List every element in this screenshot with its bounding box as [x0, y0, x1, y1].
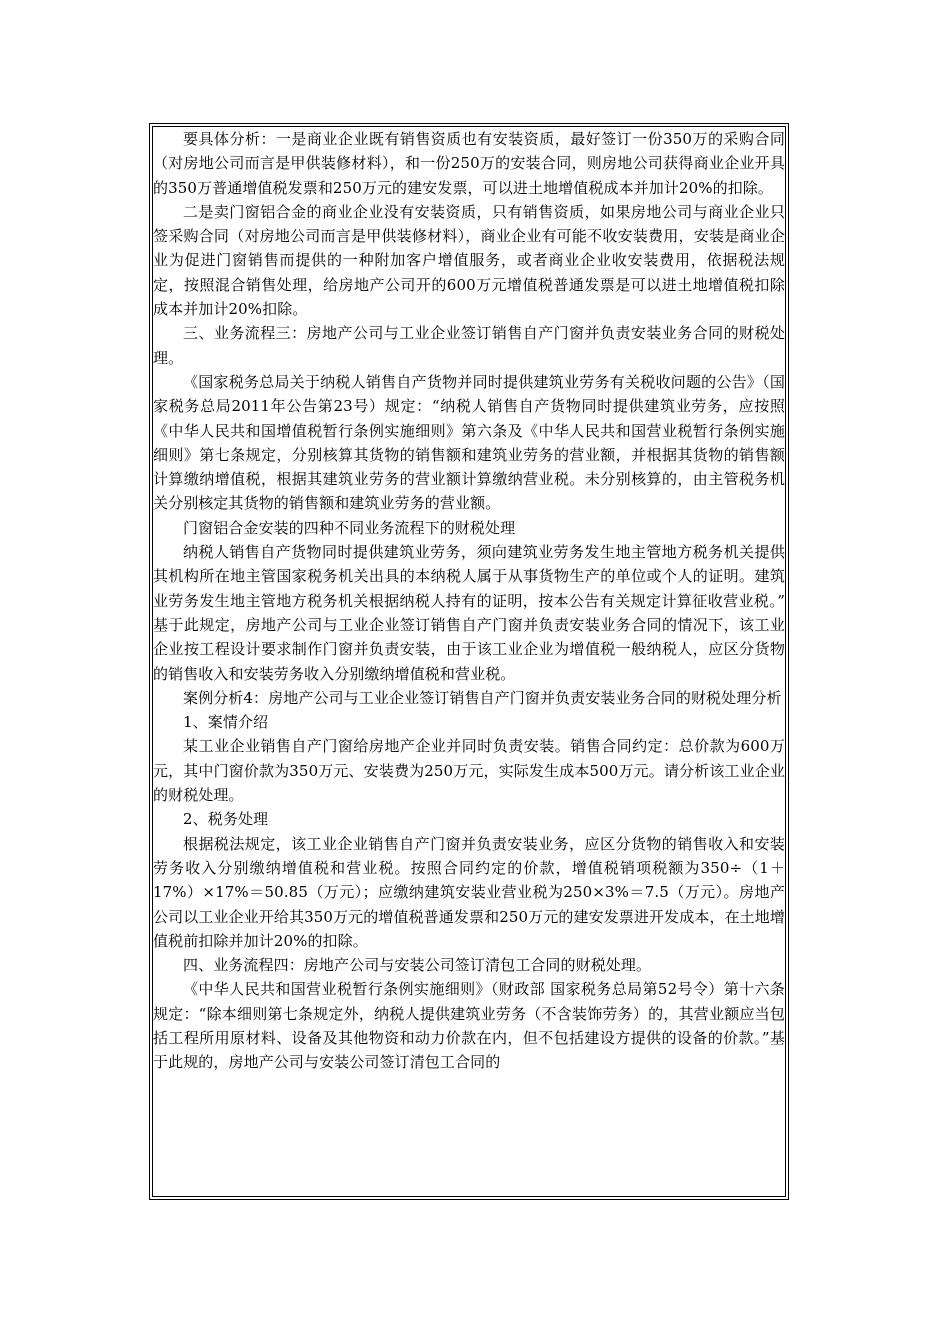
paragraph: 《中华人民共和国营业税暂行条例实施细则》（财政部 国家税务总局第52号令）第十六条规定：“除本细则第七条规定外，纳税人提供建筑业劳务（不含装饰劳务）的，其营业额应当包括工程所用原材料、设备及其他物资和动力价款在内，但不包括建设方提供的设备的价款。”基于此规的，房地产公司与安装公司签订清包工合同的 — [153, 980, 785, 1072]
paragraph: 纳税人销售自产货物同时提供建筑业劳务，须向建筑业劳务发生地主管地方税务机关提供其机构所在地主管国家税务机关出具的本纳税人属于从事货物生产的单位或个人的证明。建筑业劳务发生地主管地方税务机关根据纳税人持有的证明，按本公告有关规定计算征收营业税。” 基于此规定，房地产公司与工业企业签订销售自产门窗并负责安装业务合同的情况下，该工业企业按工程设计要求制作门窗并负责安装，由于该工业企业为增值税一般纳税人，应区分货物的销售收入和安装劳务收入分别缴纳增值税和营业税。 — [153, 543, 785, 683]
case-heading: 案例分析4：房地产公司与工业企业签订销售自产门窗并负责安装业务合同的财税处理分析 — [183, 688, 782, 707]
paragraph: 某工业企业销售自产门窗给房地产企业并同时负责安装。销售合同约定：总价款为600万元，其中门窗价款为350万元、安装费为250万元，实际发生成本500万元。请分析该工业企业的财税处理。 — [153, 737, 785, 805]
section-heading: 四、业务流程四：房地产公司与安装公司签订清包工合同的财税处理。 — [183, 956, 652, 975]
paragraph: 根据税法规定，该工业企业销售自产门窗并负责安装业务，应区分货物的销售收入和安装劳务收入分别缴纳增值税和营业税。按照合同约定的价款，增值税销项税额为350÷（1＋17%）×17%＝50.85（万元）；应缴纳建筑安装业营业税为250×3%＝7.5（万元）。房地产公司以工业企业开给其350万元的增值税普通发票和250万元的建安发票进开发成本，在土地增值税前扣除并加计20%的扣除。 — [153, 834, 785, 950]
subheading: 1、案情介绍 — [183, 713, 269, 732]
section-heading: 三、业务流程三：房地产公司与工业企业签订销售自产门窗并负责安装业务合同的财税处理。 — [153, 324, 785, 367]
document-body — [153, 127, 786, 1075]
table-cell — [152, 126, 786, 1197]
paragraph: 二是卖门窗铝合金的商业企业没有安装资质，只有销售资质，如果房地公司与商业企业只签采购合同（对房地公司而言是甲供装修材料），商业企业有可能不收安装费用，安装是商业企业为促进门窗销售而提供的一种附加客户增值服务，或者商业企业收安装费用，依据税法规定，按照混合销售处理，给房地产公司开的600万元增值税普通发票是可以进土地增值税扣除成本并加计20%扣除。 — [153, 202, 785, 319]
subheading: 门窗铝合金安装的四种不同业务流程下的财税处理 — [183, 518, 516, 537]
paragraph: 《国家税务总局关于纳税人销售自产货物并同时提供建筑业劳务有关税收问题的公告》（国家税务总局2011年公告第23号）规定：“纳税人销售自产货物同时提供建筑业劳务，应按照《中华人民共和国增值税暂行条例实施细则》第六条及《中华人民共和国营业税暂行条例实施细则》第七条规定，分别核算其货物的销售额和建筑业劳务的营业额，并根据其货物的销售额计算缴纳增值税，根据其建筑业劳务的营业额计算缴纳营业税。未分别核算的，由主管税务机关分别核定其货物的销售额和建筑业劳务的营业额。 — [153, 372, 785, 513]
paragraph: 要具体分析：一是商业企业既有销售资质也有安装资质，最好签订一份350万的采购合同（对房地公司而言是甲供装修材料），和一份250万的安装合同，则房地公司获得商业企业开具的350万普通增值税发票和250万元的建安发票，可以进土地增值税成本并加计20%的扣除。 — [153, 130, 785, 197]
subheading: 2、税务处理 — [183, 810, 269, 829]
